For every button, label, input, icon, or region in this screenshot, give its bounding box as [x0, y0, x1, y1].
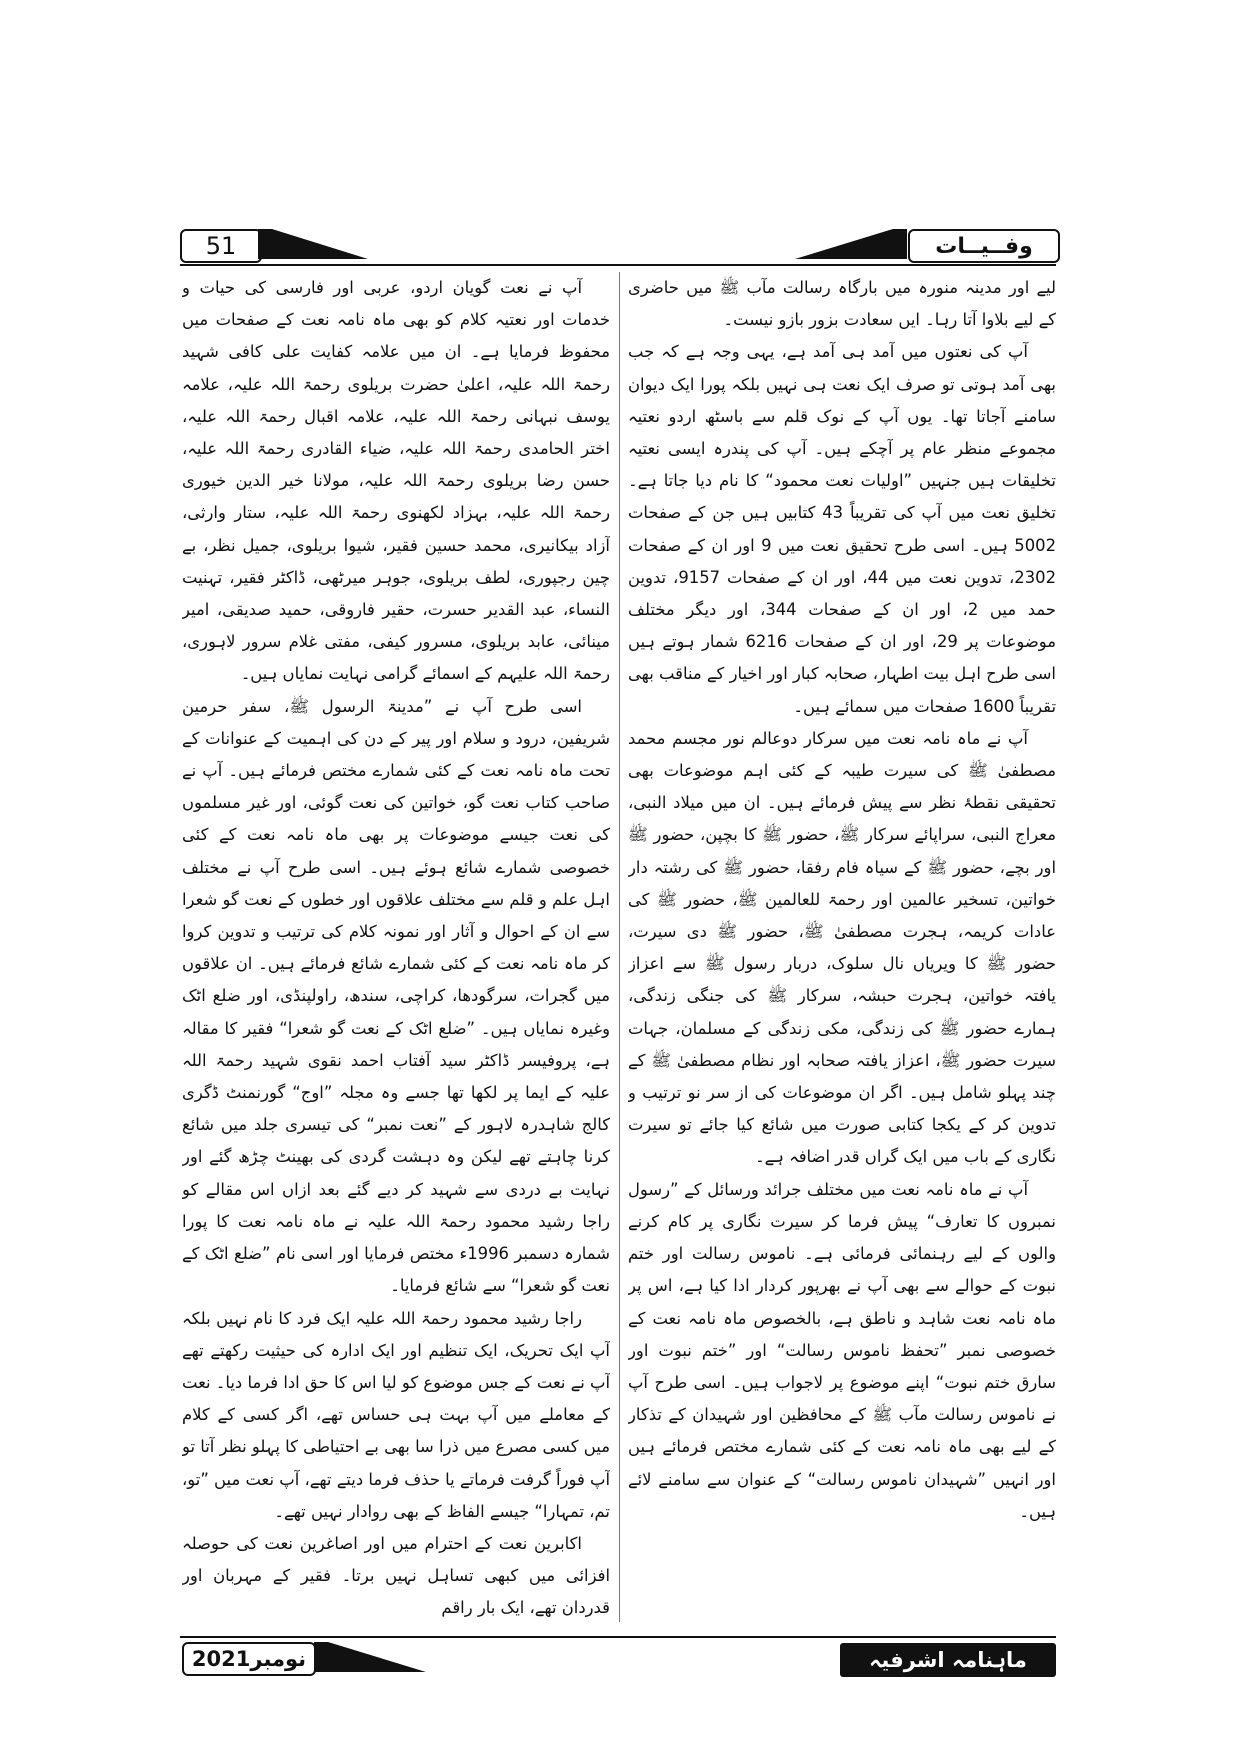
article-paragraph: اسی طرح آپ نے ”مدینۃ الرسول ﷺ، سفر حرمین شریفین، درود و سلام اور پیر کے دن کی اہمیت کے عنوانات کے تحت ماہ نامہ نعت کے کئی شمارے مختص فرمائے ہیں۔ آپ نے صاحب کتاب نعت گو، خواتین کی نعت گوئی، اور غیر مسلموں کی نعت جیسے موضوعات پر بھی ماہ نامہ نعت کے کئی خصوصی شمارے شائع ہوئے ہیں۔ اسی طرح آپ نے مختلف اہل علم و قلم سے مختلف علاقوں اور خطوں کے نعت گو شعرا سے ان کے احوال و آثار اور نمونہ کلام کی ترتیب و تدوین کروا کر ماہ نامہ نعت کے کئی شمارے شائع فرمائے ہیں۔ ان علاقوں میں گجرات، سرگودھا، کراچی، سندھ، راولپنڈی، اور ضلع اٹک وغیرہ نمایاں ہیں۔ ”ضلع اٹک کے نعت گو شعرا“ فقیر کا مقالہ ہے، پروفیسر ڈاکٹر سید آفتاب احمد نقوی شہید رحمۃ اللہ علیہ کے ایما پر لکھا تھا جسے وہ مجلہ ”اوج“ گورنمنٹ ڈگری کالج شاہدرہ لاہور کے ”نعت نمبر“ کی تیسری جلد میں شائع کرنا چاہتے تھے لیکن وہ دہشت گردی کی بھینٹ چڑھ گئے اور نہایت بے دردی سے شہید کر دیے گئے بعد ازاں اس مقالے کو راجا رشید محمود رحمۃ اللہ علیہ نے ماہ نامہ نعت کا پورا شمارہ دسمبر 1996ء مختص فرمایا اور اسی نام ”ضلع اٹک کے نعت گو شعرا“ سے شائع فرمایا۔ [182, 696, 610, 1296]
header-rule [180, 264, 1056, 266]
article-paragraph: آپ کی نعتوں میں آمد ہی آمد ہے، یہی وجہ ہے کہ جب بھی آمد ہوتی تو صرف ایک نعت ہی نہیں بلکہ پورا ایک دیوان سامنے آجاتا تھا۔ یوں آپ کے نوک قلم سے باسٹھ اردو نعتیہ مجموعے منظر عام پر آچکے ہیں۔ آپ کی پندرہ ایسی نعتیہ تخلیقات ہیں جنہیں ”اولیات نعت محمود“ کا نام دیا جاتا ہے۔ تخلیق نعت میں آپ کی تقریباً 43 کتابیں ہیں جن کے صفحات 5002 ہیں۔ اسی طرح تحقیق نعت میں 9 اور ان کے صفحات 2302، تدوین نعت میں 44، اور ان کے صفحات 9157، تدوین حمد میں 2، اور ان کے صفحات 344، اور دیگر مختلف موضوعات پر 29، اور ان کے صفحات 6216 شمار ہوتے ہیں اسی طرح اہل بیت اطہار، صحابہ کبار اور اخیار کے مناقب بھی تقریباً 1600 صفحات میں سمائے ہیں۔ [628, 342, 1056, 716]
article-paragraph: راجا رشید محمود رحمۃ اللہ علیہ ایک فرد کا نام نہیں بلکہ آپ ایک تحریک، ایک تنظیم اور ایک ادارہ کی حیثیت رکھتے تھے آپ نے نعت کے جس موضوع کو لیا اس کا حق ادا فرما دیا۔ نعت کے معاملے میں آپ بہت ہی حساس تھے، اگر کسی کے کلام میں کسی مصرع میں ذرا سا بھی بے احتیاطی کا پہلو نظر آتا تو آپ فوراً گرفت فرماتے یا حذف فرما دیتے تھے، آپ نعت میں ”تو، تم، تمہارا“ جیسے الفاظ کے بھی روادار نہیں تھے۔ [182, 1308, 610, 1521]
article-paragraph: آپ نے نعت گویان اردو، عربی اور فارسی کی حیات و خدمات اور نعتیہ کلام کو بھی ماہ نامہ نعت کے صفحات میں محفوظ فرمایا ہے۔ ان میں علامہ کفایت علی کافی شہید رحمۃ اللہ علیہ، اعلیٰ حضرت بریلوی رحمۃ اللہ علیہ، علامہ یوسف نبہانی رحمۃ اللہ علیہ، علامہ اقبال رحمۃ اللہ علیہ، اختر الحامدی رحمۃ اللہ علیہ، ضیاء القادری رحمۃ اللہ علیہ، حسن رضا بریلوی رحمۃ اللہ علیہ، مولانا خیر الدین خیوری رحمۃ اللہ علیہ، بہزاد لکھنوی رحمۃ اللہ علیہ، ستار وارثی، آزاد بیکانیری، محمد حسین فقیر، شیوا بریلوی، جمیل نظر، بے چین رجپوری، لطف بریلوی، جوہر میرٹھی، ڈاکٹر فقیر، تہنیت النساء، عبد القدیر حسرت، حقیر فاروقی، حمید صدیقی، امیر مینائی، عابد بریلوی، مسرور کیفی، مفتی غلام سرور لاہوری، رحمۃ اللہ علیہم کے اسمائے گرامی نہایت نمایاں ہیں۔ [182, 278, 610, 684]
page-number: 51 [180, 229, 262, 263]
footer-arrow [314, 1640, 426, 1674]
article-paragraph: آپ نے ماہ نامہ نعت میں مختلف جرائد ورسائل کے ”رسول نمبروں کا تعارف“ پیش فرما کر سیرت نگاری پر کام کرنے والوں کے لیے رہنمائی فرمائی ہے۔ ناموس رسالت اور ختم نبوت کے حوالے سے بھی آپ نے بھرپور کردار ادا کیا ہے، اس پر ماہ نامہ نعت شاہد و ناطق ہے، بالخصوص ماہ نامہ نعت کے خصوصی نمبر ”تحفظ ناموس رسالت“ اور ”ختم نبوت اور سارق ختم نبوت“ اپنے موضوع پر لاجواب ہیں۔ اسی طرح آپ نے ناموس رسالت مآب ﷺ کے محافظین اور شہیدان کے تذکار کے لیے بھی ماہ نامہ نعت کے کئی شمارے مختص فرمائے ہیں اور انہیں ”شہیدان ناموس رسالت“ کے عنوان سے سامنے لائے ہیں۔ [628, 1179, 1056, 1521]
header-right-arrow [795, 226, 907, 262]
article-paragraph: لیے اور مدینہ منورہ میں بارگاہ رسالت مآب ﷺ میں حاضری کے لیے بلاوا آتا رہا۔ ایں سعادت بزور بازو نیست۔ [628, 278, 1056, 330]
column-divider [619, 272, 620, 1622]
footer-rule [180, 1636, 1056, 1638]
section-title: وفــیــات [908, 229, 1060, 263]
article-column-right [628, 272, 1056, 1622]
article-paragraph: اکابرین نعت کے احترام میں اور اصاغرین نعت کی حوصلہ افزائی میں کبھی تساہل نہیں برتا۔ فقیر کے مہربان اور قدردان تھے، ایک بار راقم [182, 1533, 610, 1618]
issue-date: نومبر2021 [182, 1642, 316, 1676]
article-column-left [182, 272, 610, 1622]
header-left-arrow [258, 226, 368, 262]
magazine-name: ماہنامہ اشرفیہ [840, 1643, 1056, 1677]
article-paragraph: آپ نے ماہ نامہ نعت میں سرکار دوعالم نور مجسم محمد مصطفیٰ ﷺ کی سیرت طیبہ کے کئی اہم موضوعات بھی تحقیقی نقطۂ نظر سے پیش فرمائے ہیں۔ ان میں میلاد النبی، معراج النبی، سراپائے سرکار ﷺ، حضور ﷺ کا بچپن، حضور ﷺ اور بچے، حضور ﷺ کے سیاہ فام رفقا، حضور ﷺ کی رشتہ دار خواتین، تسخیر عالمین اور رحمۃ للعالمین ﷺ، حضور ﷺ کی عادات کریمہ، ہجرت مصطفیٰ ﷺ، حضور ﷺ دی سیرت، حضور ﷺ کا ویریاں نال سلوک، دربار رسول ﷺ سے اعزاز یافتہ خواتین، ہجرت حبشہ، سرکار ﷺ کی جنگی زندگی، ہمارے حضور ﷺ کی زندگی، مکی زندگی کے مسلمان، جہات سیرت حضور ﷺ، اعزاز یافتہ صحابہ اور نظام مصطفیٰ ﷺ کے چند پہلو شامل ہیں۔ اگر ان موضوعات کی از سر نو ترتیب و تدوین کر کے یکجا کتابی صورت میں شائع کیا جائے تو سیرت نگاری کے باب میں ایک گراں قدر اضافہ ہے۔ [628, 728, 1056, 1167]
